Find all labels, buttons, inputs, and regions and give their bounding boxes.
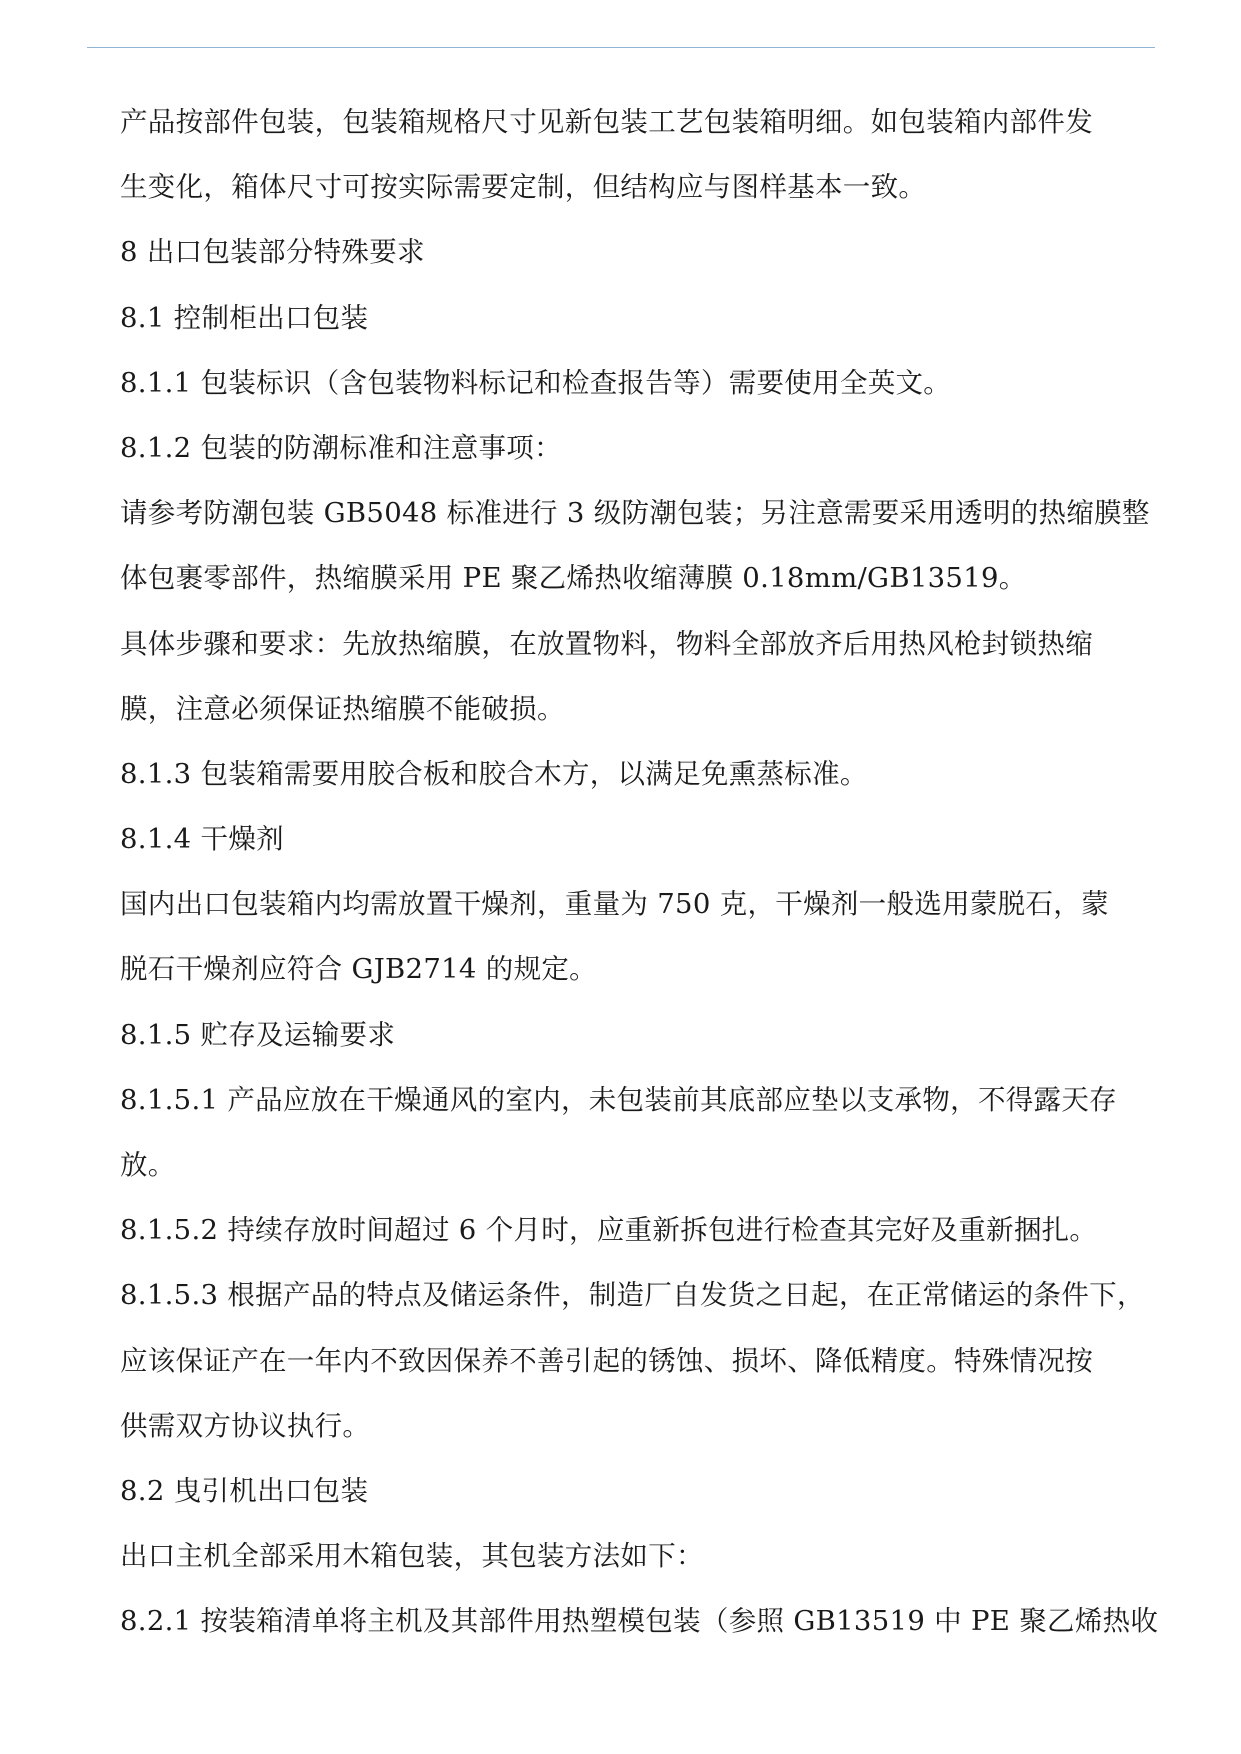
header-divider xyxy=(87,47,1155,48)
paragraph-line: 放。 xyxy=(120,1149,176,1181)
paragraph-line: 生变化，箱体尺寸可按实际需要定制，但结构应与图样基本一致。 xyxy=(120,171,927,204)
paragraph-line: 供需双方协议执行。 xyxy=(120,1409,371,1442)
document-body xyxy=(120,90,1160,1655)
section-heading: 8 出口包装部分特殊要求 xyxy=(120,236,425,269)
clause-line: 8.1.5.1 产品应放在干燥通风的室内，未包装前其底部应垫以支承物，不得露天存 xyxy=(120,1083,1117,1116)
clause-line: 8.1.3 包装箱需要用胶合板和胶合木方，以满足免熏蒸标准。 xyxy=(120,757,868,790)
clause-line: 8.1.5.2 持续存放时间超过 6 个月时，应重新拆包进行检查其完好及重新捆扎。 xyxy=(120,1214,1098,1247)
paragraph-line: 国内出口包装箱内均需放置干燥剂，重量为 750 克，干燥剂一般选用蒙脱石，蒙 xyxy=(120,888,1109,921)
paragraph-line: 应该保证产在一年内不致因保养不善引起的锈蚀、损坏、降低精度。特殊情况按 xyxy=(120,1344,1093,1377)
paragraph-line: 出口主机全部采用木箱包装，其包装方法如下： xyxy=(120,1540,704,1573)
paragraph-line: 脱石干燥剂应符合 GJB2714 的规定。 xyxy=(120,953,597,986)
subsection-heading: 8.1 控制柜出口包装 xyxy=(120,301,369,334)
clause-line: 8.2.1 按装箱清单将主机及其部件用热塑模包装（参照 GB13519 中 PE 聚乙烯热收 xyxy=(120,1605,1159,1638)
paragraph-line: 体包裹零部件，热缩膜采用 PE 聚乙烯热收缩薄膜 0.18mm/GB13519。 xyxy=(120,562,1027,595)
clause-line: 8.1.1 包装标识（含包装物料标记和检查报告等）需要使用全英文。 xyxy=(120,366,952,399)
paragraph-line: 请参考防潮包装 GB5048 标准进行 3 级防潮包装；另注意需要采用透明的热缩膜整 xyxy=(120,497,1150,530)
paragraph-line: 具体步骤和要求：先放热缩膜，在放置物料，物料全部放齐后用热风枪封锁热缩 xyxy=(120,627,1093,660)
paragraph-line: 产品按部件包装，包装箱规格尺寸见新包装工艺包装箱明细。如包装箱内部件发 xyxy=(120,106,1093,138)
paragraph-line: 膜，注意必须保证热缩膜不能破损。 xyxy=(120,692,565,725)
clause-line: 8.1.5.3 根据产品的特点及储运条件，制造厂自发货之日起，在正常储运的条件下， xyxy=(120,1279,1145,1312)
subsection-heading: 8.2 曳引机出口包装 xyxy=(120,1474,369,1507)
clause-line: 8.1.4 干燥剂 xyxy=(120,823,284,856)
clause-line: 8.1.2 包装的防潮标准和注意事项： xyxy=(120,431,562,464)
clause-line: 8.1.5 贮存及运输要求 xyxy=(120,1018,396,1051)
